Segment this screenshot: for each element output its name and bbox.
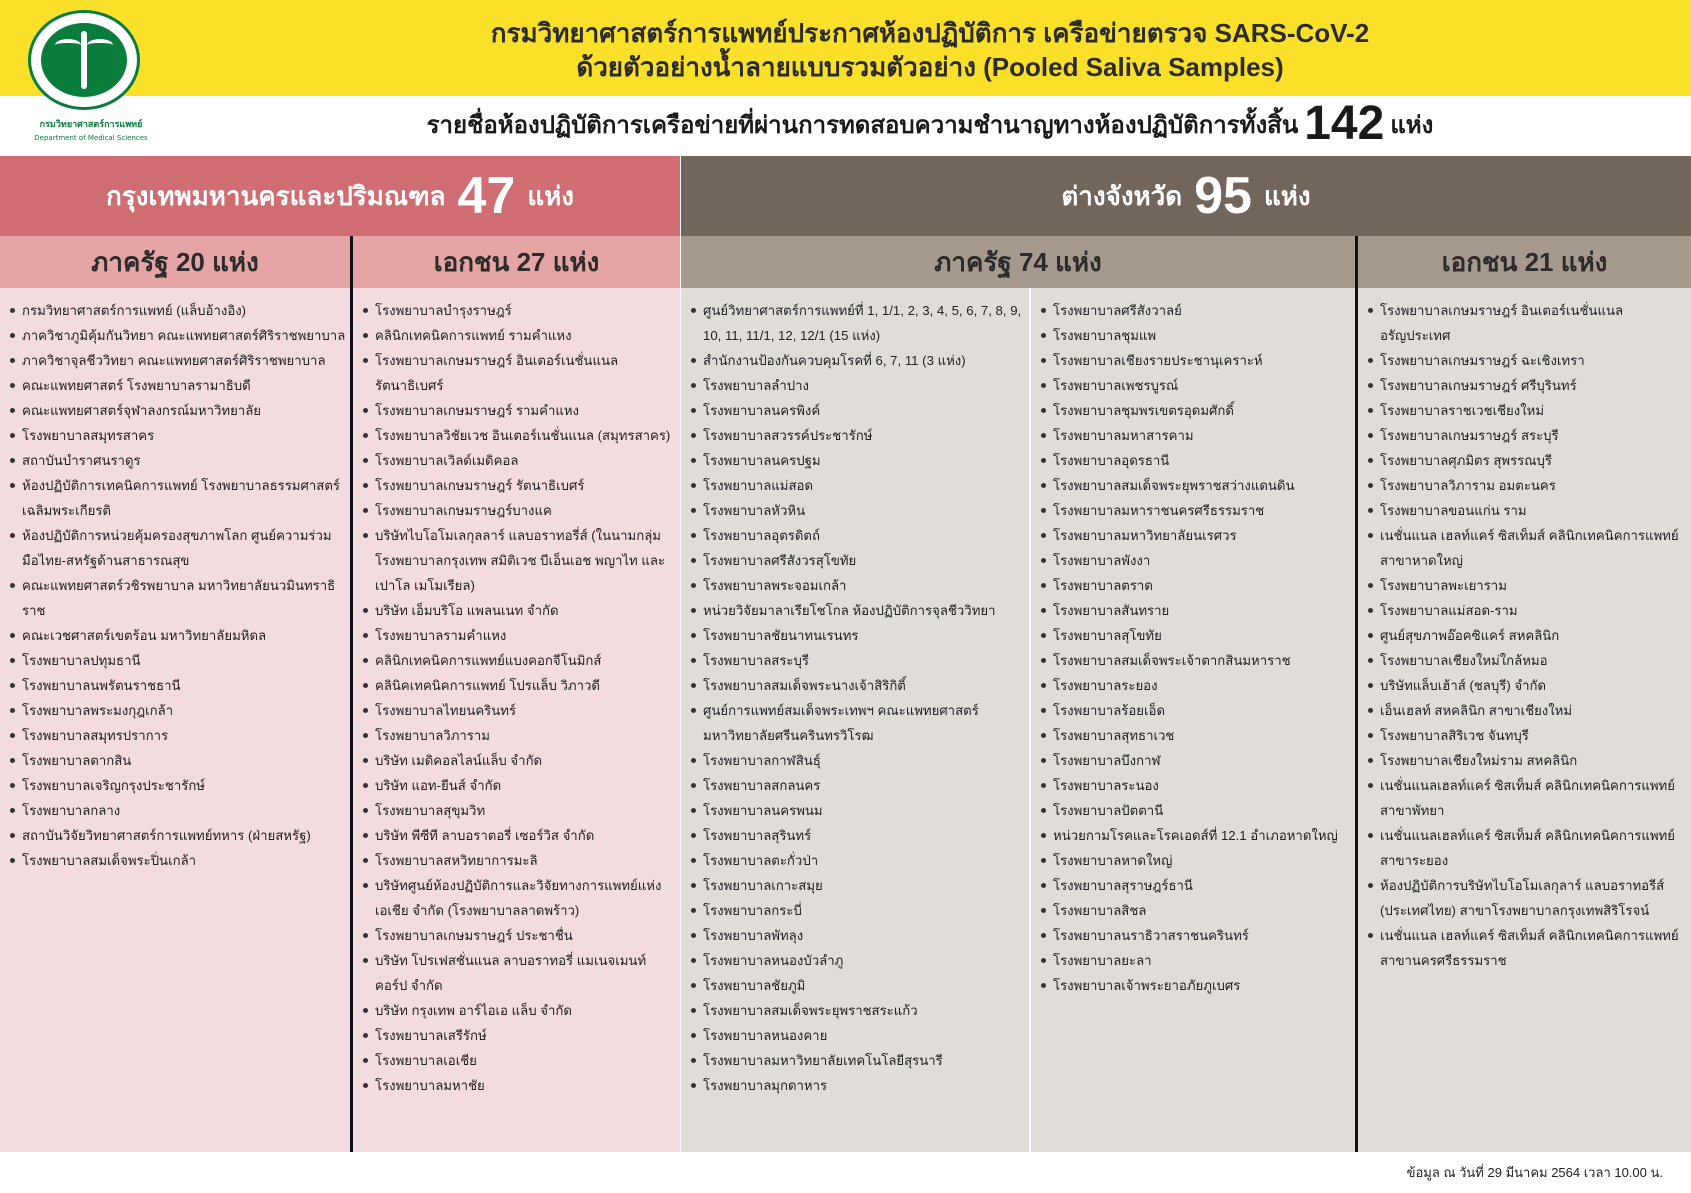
lab-list-item: โรงพยาบาลระยอง bbox=[1031, 673, 1355, 698]
lab-list-item: โรงพยาบาลตราด bbox=[1031, 573, 1355, 598]
lab-list-item: โรงพยาบาลนครพิงค์ bbox=[681, 398, 1029, 423]
ministry-logo bbox=[16, 8, 166, 146]
bangkok-category-header bbox=[0, 156, 680, 236]
column-divider bbox=[1029, 288, 1031, 1152]
lab-list-item: กรมวิทยาศาสตร์การแพทย์ (แล็บอ้างอิง) bbox=[0, 298, 350, 323]
lab-list-item: ห้องปฏิบัติการหน่วยคุ้มครองสุขภาพโลก ศูนย์ความร่วมมือไทย-สหรัฐด้านสาธารณสุข bbox=[0, 523, 350, 573]
lab-list-item: คลินิคเทคนิคการแพทย์ โปรแล็บ วิภาวดี bbox=[353, 673, 680, 698]
lab-list-item: โรงพยาบาลเชียงใหม่ราม สหคลินิก bbox=[1358, 748, 1691, 773]
lab-list-item: โรงพยาบาลอุตรดิตถ์ bbox=[681, 523, 1029, 548]
bangkok-private-heading: เอกชน 27 แห่ง bbox=[353, 236, 680, 288]
lab-list-item: โรงพยาบาลสมเด็จพระเจ้าตากสินมหาราช bbox=[1031, 648, 1355, 673]
lab-list-item: โรงพยาบาลเกษมราษฎร์ ประชาชื่น bbox=[353, 923, 680, 948]
lab-list-item: โรงพยาบาลชุมแพ bbox=[1031, 323, 1355, 348]
lab-list-item: โรงพยาบาลสมเด็จพระนางเจ้าสิริกิติ์ bbox=[681, 673, 1029, 698]
lab-list-item: โรงพยาบาลแม่สอด bbox=[681, 473, 1029, 498]
lab-list-item: โรงพยาบาลสิริเวช จันทบุรี bbox=[1358, 723, 1691, 748]
lab-list-item: บริษัท โปรเฟสชั่นแนล ลาบอราทอรี่ แมเนจเมนท์ คอร์ป จำกัด bbox=[353, 948, 680, 998]
lab-list-item: โรงพยาบาลหนองบัวลำภู bbox=[681, 948, 1029, 973]
lab-list-item: โรงพยาบาลสวรรค์ประชารักษ์ bbox=[681, 423, 1029, 448]
bangkok-private-column bbox=[353, 288, 680, 1152]
lab-list-item: บริษัท แอท-ยีนส์ จำกัด bbox=[353, 773, 680, 798]
lab-list-item: ภาควิชาจุลชีววิทยา คณะแพทยศาสตร์ศิริราชพยาบาล bbox=[0, 348, 350, 373]
provinces-private-heading: เอกชน 21 แห่ง bbox=[1358, 236, 1691, 288]
lab-list-item: โรงพยาบาลบึงกาฬ bbox=[1031, 748, 1355, 773]
title-line-2: ด้วยตัวอย่างน้ำลายแบบรวมตัวอย่าง (Pooled Saliva Samples) bbox=[576, 52, 1284, 82]
lab-list-item: โรงพยาบาลนครพนม bbox=[681, 798, 1029, 823]
provinces-private-list bbox=[1358, 298, 1691, 973]
logo-department-name-en: Department of Medical Sciences bbox=[34, 134, 148, 142]
lab-list-item: โรงพยาบาลกระบี่ bbox=[681, 898, 1029, 923]
lab-list-item: โรงพยาบาลสุทธาเวช bbox=[1031, 723, 1355, 748]
lab-list-item: โรงพยาบาลหาดใหญ่ bbox=[1031, 848, 1355, 873]
lab-list-item: โรงพยาบาลพระจอมเกล้า bbox=[681, 573, 1029, 598]
lab-list-item: สำนักงานป้องกันควบคุมโรคที่ 6, 7, 11 (3 แห่ง) bbox=[681, 348, 1029, 373]
lab-list-item: โรงพยาบาลยะลา bbox=[1031, 948, 1355, 973]
lab-list-item: โรงพยาบาลวิภาราม อมตะนคร bbox=[1358, 473, 1691, 498]
page-subtitle bbox=[260, 97, 1600, 150]
lab-list-item: โรงพยาบาลหนองคาย bbox=[681, 1023, 1029, 1048]
lab-list-item: โรงพยาบาลสุขุมวิท bbox=[353, 798, 680, 823]
provinces-public-heading: ภาครัฐ 74 แห่ง bbox=[681, 236, 1355, 288]
logo-seal-icon bbox=[28, 10, 140, 110]
lab-list-item: โรงพยาบาลศุภมิตร สุพรรณบุรี bbox=[1358, 448, 1691, 473]
lab-list-item: โรงพยาบาลสมุทรปราการ bbox=[0, 723, 350, 748]
lab-list-item: โรงพยาบาลสุรินทร์ bbox=[681, 823, 1029, 848]
lab-list-item: โรงพยาบาลนครปฐม bbox=[681, 448, 1029, 473]
lab-list-item: โรงพยาบาลมหาชัย bbox=[353, 1073, 680, 1098]
lab-list-item: บริษัท เมดิคอลไลน์แล็บ จำกัด bbox=[353, 748, 680, 773]
lab-list-item: โรงพยาบาลมหาราชนครศรีธรรมราช bbox=[1031, 498, 1355, 523]
provinces-label: ต่างจังหวัด bbox=[1061, 180, 1183, 211]
lab-list-item: โรงพยาบาลเพชรบูรณ์ bbox=[1031, 373, 1355, 398]
lab-list-item: โรงพยาบาลปัตตานี bbox=[1031, 798, 1355, 823]
lab-list-item: ศูนย์สุขภาพอ๊อคซิแคร์ สหคลินิก bbox=[1358, 623, 1691, 648]
lab-list-item: โรงพยาบาลเกษมราษฎร์บางแค bbox=[353, 498, 680, 523]
lab-list-item: โรงพยาบาลมหาวิทยาลัยเทคโนโลยีสุรนารี bbox=[681, 1048, 1029, 1073]
lab-list-item: โรงพยาบาลราชเวชเชียงใหม่ bbox=[1358, 398, 1691, 423]
lab-list-item: โรงพยาบาลเกาะสมุย bbox=[681, 873, 1029, 898]
lab-list-item: บริษัทแล็บเฮ้าส์ (ชลบุรี) จำกัด bbox=[1358, 673, 1691, 698]
title-line-1: กรมวิทยาศาสตร์การแพทย์ประกาศห้องปฏิบัติการ เครือข่ายตรวจ SARS-CoV-2 bbox=[490, 18, 1370, 48]
lab-list-item: โรงพยาบาลเสรีรักษ์ bbox=[353, 1023, 680, 1048]
lab-list-item: ห้องปฏิบัติการบริษัทไบโอโมเลกุลาร์ แลบอราทอรีส์ (ประเทศไทย) สาขาโรงพยาบาลกรุงเทพสิริโรจน์ bbox=[1358, 873, 1691, 923]
data-timestamp: ข้อมูล ณ วันที่ 29 มีนาคม 2564 เวลา 10.00 น. bbox=[1406, 1165, 1663, 1180]
lab-list-item: โรงพยาบาลเชียงใหม่ใกล้หมอ bbox=[1358, 648, 1691, 673]
lab-list-item: โรงพยาบาลเวิลด์เมดิคอล bbox=[353, 448, 680, 473]
provinces-public-list-right bbox=[1031, 298, 1355, 998]
lab-list-item: โรงพยาบาลเกษมราษฎร์ อินเตอร์เนชั่นแนล อรัญประเทศ bbox=[1358, 298, 1691, 348]
lab-list-item: โรงพยาบาลชุมพรเขตรอุดมศักดิ์ bbox=[1031, 398, 1355, 423]
bangkok-count: 47 bbox=[457, 167, 516, 225]
lab-list-item: โรงพยาบาลศรีสังวรสุโขทัย bbox=[681, 548, 1029, 573]
lab-list-item: โรงพยาบาลรามคำแหง bbox=[353, 623, 680, 648]
provinces-public-column-right bbox=[1031, 288, 1355, 1152]
lab-list-item: หน่วยวิจัยมาลาเรียโชโกล ห้องปฏิบัติการจุลชีววิทยา bbox=[681, 598, 1029, 623]
lab-list-item: โรงพยาบาลตากสิน bbox=[0, 748, 350, 773]
lab-list-item: คณะเวชศาสตร์เขตร้อน มหาวิทยาลัยมหิดล bbox=[0, 623, 350, 648]
lab-list-item: โรงพยาบาลสันทราย bbox=[1031, 598, 1355, 623]
lab-list-item: โรงพยาบาลชัยนาทนเรนทร bbox=[681, 623, 1029, 648]
lab-list-item: คณะแพทยศาสตร์วชิรพยาบาล มหาวิทยาลัยนวมินทราธิราช bbox=[0, 573, 350, 623]
lab-list-item: โรงพยาบาลไทยนครินทร์ bbox=[353, 698, 680, 723]
lab-list-item: โรงพยาบาลสิชล bbox=[1031, 898, 1355, 923]
lab-list-item: เนชั่นแนลเฮลท์แคร์ ซิสเท็มส์ คลินิกเทคนิคการแพทย์ สาขาระยอง bbox=[1358, 823, 1691, 873]
lab-list-item: โรงพยาบาลกาฬสินธุ์ bbox=[681, 748, 1029, 773]
lab-list-item: โรงพยาบาลเจ้าพระยาอภัยภูเบศร bbox=[1031, 973, 1355, 998]
lab-list-item: โรงพยาบาลวิชัยเวช อินเตอร์เนชั่นแนล (สมุทรสาคร) bbox=[353, 423, 680, 448]
logo-department-name-th: กรมวิทยาศาสตร์การแพทย์ bbox=[39, 120, 143, 130]
lab-list-item: คลินิกเทคนิคการแพทย์แบงคอกจีโนมิกส์ bbox=[353, 648, 680, 673]
lab-list-item: โรงพยาบาลพระมงกุฎเกล้า bbox=[0, 698, 350, 723]
lab-list-item: โรงพยาบาลตะกั่วป่า bbox=[681, 848, 1029, 873]
lab-list-item: ศูนย์วิทยาศาสตร์การแพทย์ที่ 1, 1/1, 2, 3, 4, 5, 6, 7, 8, 9, 10, 11, 11/1, 12, 12/1 (15 แห่ง) bbox=[681, 298, 1029, 348]
lab-list-item: โรงพยาบาลสุราษฎร์ธานี bbox=[1031, 873, 1355, 898]
lab-list-item: โรงพยาบาลสมเด็จพระยุพราชสว่างแดนดิน bbox=[1031, 473, 1355, 498]
lab-list-item: โรงพยาบาลพัทลุง bbox=[681, 923, 1029, 948]
lab-list-item: โรงพยาบาลนพรัตนราชธานี bbox=[0, 673, 350, 698]
lab-list-item: คณะแพทยศาสตร์ โรงพยาบาลรามาธิบดี bbox=[0, 373, 350, 398]
lab-list-item: โรงพยาบาลเจริญกรุงประชารักษ์ bbox=[0, 773, 350, 798]
lab-list-item: โรงพยาบาลศรีสังวาลย์ bbox=[1031, 298, 1355, 323]
lab-list-item: โรงพยาบาลหัวหิน bbox=[681, 498, 1029, 523]
lab-list-item: โรงพยาบาลสมุทรสาคร bbox=[0, 423, 350, 448]
lab-list-item: โรงพยาบาลพะเยาราม bbox=[1358, 573, 1691, 598]
lab-list-item: บริษัท กรุงเทพ อาร์ไอเอ แล็บ จำกัด bbox=[353, 998, 680, 1023]
lab-list-item: โรงพยาบาลร้อยเอ็ด bbox=[1031, 698, 1355, 723]
page-title bbox=[260, 16, 1600, 84]
lab-list-item: โรงพยาบาลขอนแก่น ราม bbox=[1358, 498, 1691, 523]
lab-list-item: คลินิกเทคนิคการแพทย์ รามคำแหง bbox=[353, 323, 680, 348]
lab-list-item: โรงพยาบาลอุดรธานี bbox=[1031, 448, 1355, 473]
bangkok-public-heading: ภาครัฐ 20 แห่ง bbox=[0, 236, 350, 288]
lab-list-item: คณะแพทยศาสตร์จุฬาลงกรณ์มหาวิทยาลัย bbox=[0, 398, 350, 423]
lab-list-item: โรงพยาบาลลำปาง bbox=[681, 373, 1029, 398]
lab-list-item: โรงพยาบาลปทุมธานี bbox=[0, 648, 350, 673]
lab-list-item: ภาควิชาภูมิคุ้มกันวิทยา คณะแพทยศาสตร์ศิริราชพยาบาล bbox=[0, 323, 350, 348]
lab-list-item: โรงพยาบาลบำรุงราษฎร์ bbox=[353, 298, 680, 323]
lab-list-item: สถาบันวิจัยวิทยาศาสตร์การแพทย์ทหาร (ฝ่ายสหรัฐ) bbox=[0, 823, 350, 848]
bangkok-unit: แห่ง bbox=[527, 180, 574, 211]
lab-list-item: โรงพยาบาลสหวิทยาการมะลิ bbox=[353, 848, 680, 873]
lab-list-item: โรงพยาบาลมุกดาหาร bbox=[681, 1073, 1029, 1098]
lab-list-item: โรงพยาบาลสกลนคร bbox=[681, 773, 1029, 798]
lab-list-item: เนชั่นแนลเฮลท์แคร์ ซิสเท็มส์ คลินิกเทคนิคการแพทย์ สาขาพัทยา bbox=[1358, 773, 1691, 823]
provinces-unit: แห่ง bbox=[1263, 180, 1311, 211]
bangkok-public-column bbox=[0, 288, 350, 1152]
lab-list-item: ศูนย์การแพทย์สมเด็จพระเทพฯ คณะแพทยศาสตร์ มหาวิทยาลัยศรีนครินทรวิโรฒ bbox=[681, 698, 1029, 748]
lab-list-item: เนชั่นแนล เฮลท์แคร์ ซิสเท็มส์ คลินิกเทคนิคการแพทย์ สาขาหาดใหญ่ bbox=[1358, 523, 1691, 573]
subtitle-text: รายชื่อห้องปฏิบัติการเครือข่ายที่ผ่านการทดสอบความชำนาญทางห้องปฏิบัติการทั้งสิ้น bbox=[426, 112, 1299, 139]
bangkok-label: กรุงเทพมหานครและปริมณฑล bbox=[106, 180, 446, 211]
lab-list-item: โรงพยาบาลสุโขทัย bbox=[1031, 623, 1355, 648]
provinces-public-column-left bbox=[681, 288, 1029, 1152]
subtitle-unit: แห่ง bbox=[1390, 112, 1434, 139]
lab-list-item: โรงพยาบาลชัยภูมิ bbox=[681, 973, 1029, 998]
provinces-private-column bbox=[1358, 288, 1691, 1152]
bangkok-public-list bbox=[0, 298, 350, 873]
lab-list-item: โรงพยาบาลวิภาราม bbox=[353, 723, 680, 748]
lab-list-item: โรงพยาบาลสมเด็จพระปิ่นเกล้า bbox=[0, 848, 350, 873]
total-count: 142 bbox=[1304, 97, 1385, 150]
lab-list-item: โรงพยาบาลเกษมราษฎร์ ศรีบุรินทร์ bbox=[1358, 373, 1691, 398]
lab-list-item: โรงพยาบาลมหาวิทยาลัยนเรศวร bbox=[1031, 523, 1355, 548]
lab-list-item: โรงพยาบาลระนอง bbox=[1031, 773, 1355, 798]
lab-list-item: บริษัทศูนย์ห้องปฏิบัติการและวิจัยทางการแพทย์แห่งเอเชีย จำกัด (โรงพยาบาลลาดพร้าว) bbox=[353, 873, 680, 923]
lab-list-item: โรงพยาบาลเกษมราษฎร์ ฉะเชิงเทรา bbox=[1358, 348, 1691, 373]
lab-list-item: บริษัท เอ็มบริโอ แพลนเนท จำกัด bbox=[353, 598, 680, 623]
lab-list-item: โรงพยาบาลสมเด็จพระยุพราชสระแก้ว bbox=[681, 998, 1029, 1023]
lab-list-item: เอ็นเฮลท์ สหคลินิก สาขาเชียงใหม่ bbox=[1358, 698, 1691, 723]
lab-list-item: โรงพยาบาลกลาง bbox=[0, 798, 350, 823]
lab-list-item: โรงพยาบาลเกษมราษฎร์ อินเตอร์เนชั่นแนล รัตนาธิเบศร์ bbox=[353, 348, 680, 398]
provinces-count: 95 bbox=[1194, 167, 1252, 225]
lab-list-item: โรงพยาบาลพังงา bbox=[1031, 548, 1355, 573]
lab-list-item: โรงพยาบาลมหาสารคาม bbox=[1031, 423, 1355, 448]
column-divider bbox=[350, 236, 353, 1152]
lab-list-item: สถาบันบำราศนราดูร bbox=[0, 448, 350, 473]
lab-list-item: โรงพยาบาลสระบุรี bbox=[681, 648, 1029, 673]
lab-list-item: บริษัทไบโอโมเลกุลลาร์ แลบอราทอรี่ส์ (ในนามกลุ่มโรงพยาบาลกรุงเทพ สมิติเวช บีเอ็นเอช พญาไท และเปาโล เมโมเรียล) bbox=[353, 523, 680, 598]
column-divider bbox=[1355, 236, 1358, 1152]
lab-list-item: บริษัท พีซีที ลาบอราตอรี่ เซอร์วิส จำกัด bbox=[353, 823, 680, 848]
lab-list-item: โรงพยาบาลนราธิวาสราชนครินทร์ bbox=[1031, 923, 1355, 948]
lab-list-item: หน่วยกามโรคและโรคเอดส์ที่ 12.1 อำเภอหาดใหญ่ bbox=[1031, 823, 1355, 848]
lab-list-item: เนชั่นแนล เฮลท์แคร์ ซิสเท็มส์ คลินิกเทคนิคการแพทย์ สาขานครศรีธรรมราช bbox=[1358, 923, 1691, 973]
lab-list-item: ห้องปฏิบัติการเทคนิคการแพทย์ โรงพยาบาลธรรมศาสตร์เฉลิมพระเกียรติ bbox=[0, 473, 350, 523]
bangkok-private-list bbox=[353, 298, 680, 1098]
provinces-public-list-left bbox=[681, 298, 1029, 1098]
lab-list-item: โรงพยาบาลเกษมราษฎร์ รัตนาธิเบศร์ bbox=[353, 473, 680, 498]
provinces-category-header bbox=[681, 156, 1691, 236]
lab-list-item: โรงพยาบาลเอเชีย bbox=[353, 1048, 680, 1073]
lab-list-item: โรงพยาบาลเกษมราษฎร์ สระบุรี bbox=[1358, 423, 1691, 448]
lab-list-item: โรงพยาบาลเชียงรายประชานุเคราะห์ bbox=[1031, 348, 1355, 373]
lab-list-item: โรงพยาบาลเกษมราษฎร์ รามคำแหง bbox=[353, 398, 680, 423]
lab-list-item: โรงพยาบาลแม่สอด-ราม bbox=[1358, 598, 1691, 623]
